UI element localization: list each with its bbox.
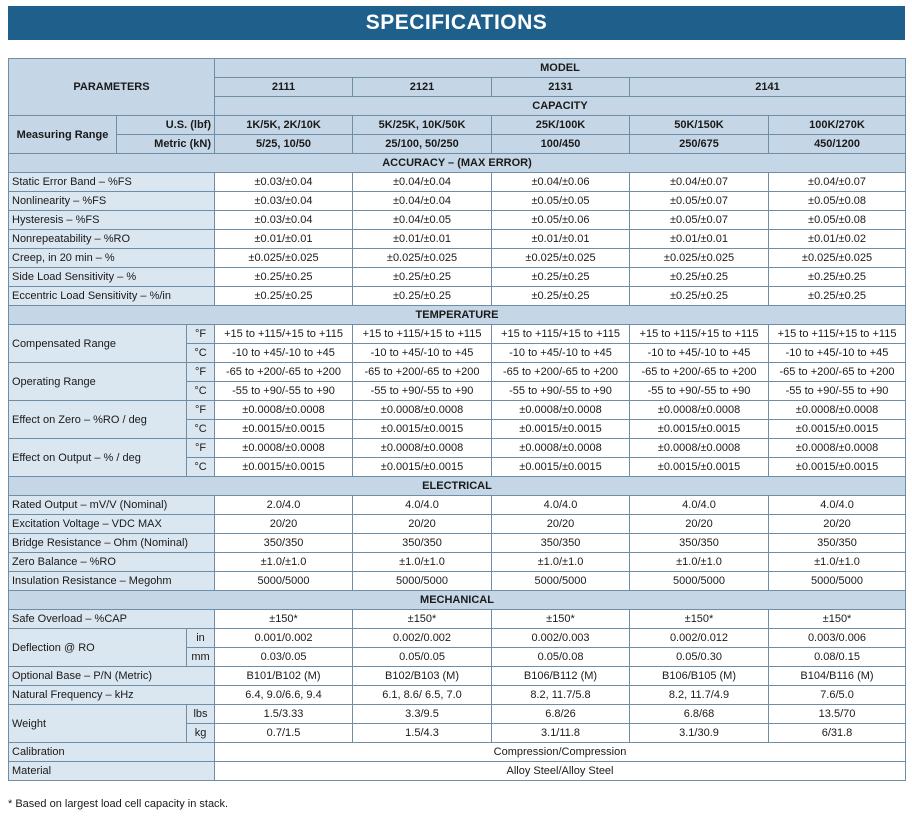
value-cell: ±0.0008/±0.0008 <box>769 439 906 458</box>
value-cell: -55 to +90/-55 to +90 <box>353 382 492 401</box>
electrical-section-title: ELECTRICAL <box>9 477 906 496</box>
model-2141: 2141 <box>630 78 906 97</box>
parameter-label: Safe Overload – %CAP <box>9 610 215 629</box>
value-cell: ±0.0008/±0.0008 <box>492 401 630 420</box>
model-2121: 2121 <box>353 78 492 97</box>
temperature-row <box>9 401 906 420</box>
value-cell: 350/350 <box>630 534 769 553</box>
value-cell: 6.1, 8.6/ 6.5, 7.0 <box>353 686 492 705</box>
electrical-section <box>9 477 906 496</box>
value-cell: ±0.04/±0.06 <box>492 173 630 192</box>
parameter-label: Natural Frequency – kHz <box>9 686 215 705</box>
parameter-label: Nonrepeatability – %RO <box>9 230 215 249</box>
value-cell: 13.5/70 <box>769 705 906 724</box>
specifications-table <box>8 58 906 781</box>
value-cell: 3.1/11.8 <box>492 724 630 743</box>
value-cell: ±0.0015/±0.0015 <box>215 458 353 477</box>
value-cell: 0.05/0.08 <box>492 648 630 667</box>
capacity-header: CAPACITY <box>215 97 906 116</box>
value-cell: ±0.25/±0.25 <box>492 287 630 306</box>
value-cell: ±150* <box>492 610 630 629</box>
value-cell: ±1.0/±1.0 <box>215 553 353 572</box>
parameter-label: Material <box>9 762 215 781</box>
model-header: MODEL <box>215 59 906 78</box>
electrical-row <box>9 496 906 515</box>
accuracy-row <box>9 249 906 268</box>
value-cell: 350/350 <box>353 534 492 553</box>
value-cell: ±0.05/±0.07 <box>630 192 769 211</box>
value-cell: ±0.025/±0.025 <box>215 249 353 268</box>
value-cell: ±0.04/±0.07 <box>630 173 769 192</box>
value-cell: 5000/5000 <box>630 572 769 591</box>
value-cell: ±0.025/±0.025 <box>630 249 769 268</box>
value-cell: ±0.04/±0.04 <box>353 173 492 192</box>
value-cell: -10 to +45/-10 to +45 <box>492 344 630 363</box>
value-cell: ±0.01/±0.01 <box>630 230 769 249</box>
parameter-label: Weight <box>9 705 187 743</box>
parameter-label: Effect on Output – % / deg <box>9 439 187 477</box>
parameter-label: Effect on Zero – %RO / deg <box>9 401 187 439</box>
unit-label: °C <box>187 420 215 439</box>
value-cell: ±0.01/±0.01 <box>492 230 630 249</box>
value-cell: ±0.25/±0.25 <box>215 268 353 287</box>
unit-label: °F <box>187 325 215 344</box>
parameter-label: Eccentric Load Sensitivity – %/in <box>9 287 215 306</box>
mechanical-section <box>9 591 906 610</box>
accuracy-section <box>9 154 906 173</box>
unit-label: kg <box>187 724 215 743</box>
value-cell: ±150* <box>353 610 492 629</box>
value-cell: B106/B105 (M) <box>630 667 769 686</box>
parameter-label: Side Load Sensitivity – % <box>9 268 215 287</box>
value-cell: ±0.25/±0.25 <box>353 287 492 306</box>
unit-label: in <box>187 629 215 648</box>
value-cell: -10 to +45/-10 to +45 <box>769 344 906 363</box>
value-cell: 6.8/68 <box>630 705 769 724</box>
value-cell: 20/20 <box>215 515 353 534</box>
accuracy-row <box>9 173 906 192</box>
value-cell: 0.002/0.003 <box>492 629 630 648</box>
value-cell: 1.5/4.3 <box>353 724 492 743</box>
footnote: * Based on largest load cell capacity in stack. <box>8 798 229 810</box>
value-cell: -65 to +200/-65 to +200 <box>215 363 353 382</box>
capacity-us-cell: 100K/270K <box>769 116 906 135</box>
value-cell: -55 to +90/-55 to +90 <box>769 382 906 401</box>
value-cell: -55 to +90/-55 to +90 <box>630 382 769 401</box>
value-cell: 0.7/1.5 <box>215 724 353 743</box>
parameter-label: Creep, in 20 min – % <box>9 249 215 268</box>
value-cell: +15 to +115/+15 to +115 <box>215 325 353 344</box>
capacity-metric-cell: 5/25, 10/50 <box>215 135 353 154</box>
value-cell: 6.8/26 <box>492 705 630 724</box>
value-cell: ±150* <box>769 610 906 629</box>
accuracy-row <box>9 230 906 249</box>
value-cell: ±0.05/±0.05 <box>492 192 630 211</box>
value-cell: ±0.01/±0.01 <box>215 230 353 249</box>
value-cell: ±0.025/±0.025 <box>492 249 630 268</box>
value-cell: B101/B102 (M) <box>215 667 353 686</box>
value-cell: 0.08/0.15 <box>769 648 906 667</box>
value-cell: 0.003/0.006 <box>769 629 906 648</box>
value-cell: ±0.0015/±0.0015 <box>769 458 906 477</box>
value-cell: ±0.0015/±0.0015 <box>353 420 492 439</box>
value-cell: -65 to +200/-65 to +200 <box>630 363 769 382</box>
accuracy-row <box>9 211 906 230</box>
electrical-row <box>9 572 906 591</box>
accuracy-row <box>9 192 906 211</box>
parameters-header: PARAMETERS <box>9 59 215 116</box>
value-cell: ±0.25/±0.25 <box>215 287 353 306</box>
unit-label: °F <box>187 363 215 382</box>
value-cell: +15 to +115/+15 to +115 <box>630 325 769 344</box>
value-cell: 7.6/5.0 <box>769 686 906 705</box>
parameter-label: Calibration <box>9 743 215 762</box>
value-cell: 20/20 <box>769 515 906 534</box>
value-cell: B106/B112 (M) <box>492 667 630 686</box>
value-cell: B102/B103 (M) <box>353 667 492 686</box>
value-cell: 6.4, 9.0/6.6, 9.4 <box>215 686 353 705</box>
value-cell: ±0.0015/±0.0015 <box>769 420 906 439</box>
value-cell: ±0.05/±0.08 <box>769 192 906 211</box>
electrical-row <box>9 515 906 534</box>
electrical-row <box>9 534 906 553</box>
value-cell: ±0.0008/±0.0008 <box>630 439 769 458</box>
capacity-row-metric <box>9 135 906 154</box>
capacity-metric-cell: 250/675 <box>630 135 769 154</box>
accuracy-row <box>9 287 906 306</box>
value-cell: 5000/5000 <box>769 572 906 591</box>
mechanical-row <box>9 705 906 724</box>
model-2131: 2131 <box>492 78 630 97</box>
page-title: SPECIFICATIONS <box>8 6 905 40</box>
value-cell: 0.03/0.05 <box>215 648 353 667</box>
value-cell: ±0.03/±0.04 <box>215 173 353 192</box>
value-cell: ±0.04/±0.04 <box>353 192 492 211</box>
value-cell: ±1.0/±1.0 <box>630 553 769 572</box>
capacity-us-cell: 1K/5K, 2K/10K <box>215 116 353 135</box>
value-cell: 350/350 <box>769 534 906 553</box>
value-cell: ±0.03/±0.04 <box>215 192 353 211</box>
parameter-label: Nonlinearity – %FS <box>9 192 215 211</box>
parameter-label: Operating Range <box>9 363 187 401</box>
value-cell: ±0.25/±0.25 <box>492 268 630 287</box>
value-cell: 0.05/0.05 <box>353 648 492 667</box>
capacity-metric-cell: 25/100, 50/250 <box>353 135 492 154</box>
measuring-range-label: Measuring Range <box>9 116 117 154</box>
value-cell: ±0.025/±0.025 <box>769 249 906 268</box>
parameter-label: Insulation Resistance – Megohm <box>9 572 215 591</box>
value-cell: ±0.0008/±0.0008 <box>215 401 353 420</box>
parameter-label: Bridge Resistance – Ohm (Nominal) <box>9 534 215 553</box>
value-cell: ±0.0015/±0.0015 <box>492 458 630 477</box>
value-cell: ±150* <box>215 610 353 629</box>
temperature-row <box>9 325 906 344</box>
temperature-section-title: TEMPERATURE <box>9 306 906 325</box>
capacity-metric-cell: 100/450 <box>492 135 630 154</box>
value-cell: ±0.0008/±0.0008 <box>630 401 769 420</box>
temperature-row <box>9 363 906 382</box>
mechanical-row <box>9 610 906 629</box>
accuracy-section-title: ACCURACY – (MAX ERROR) <box>9 154 906 173</box>
value-cell: 6/31.8 <box>769 724 906 743</box>
value-cell: ±0.0008/±0.0008 <box>215 439 353 458</box>
value-cell: Compression/Compression <box>215 743 906 762</box>
value-cell: ±0.05/±0.07 <box>630 211 769 230</box>
value-cell: 1.5/3.33 <box>215 705 353 724</box>
metric-unit-label: Metric (kN) <box>117 135 215 154</box>
value-cell: 3.3/9.5 <box>353 705 492 724</box>
value-cell: 3.1/30.9 <box>630 724 769 743</box>
value-cell: ±0.04/±0.05 <box>353 211 492 230</box>
mechanical-row <box>9 762 906 781</box>
us-unit-label: U.S. (lbf) <box>117 116 215 135</box>
mechanical-row <box>9 629 906 648</box>
value-cell: ±0.25/±0.25 <box>630 268 769 287</box>
value-cell: 0.002/0.012 <box>630 629 769 648</box>
value-cell: ±0.0015/±0.0015 <box>353 458 492 477</box>
parameter-label: Static Error Band – %FS <box>9 173 215 192</box>
value-cell: ±1.0/±1.0 <box>353 553 492 572</box>
value-cell: 8.2, 11.7/5.8 <box>492 686 630 705</box>
parameter-label: Optional Base – P/N (Metric) <box>9 667 215 686</box>
value-cell: ±1.0/±1.0 <box>769 553 906 572</box>
value-cell: -10 to +45/-10 to +45 <box>353 344 492 363</box>
value-cell: 4.0/4.0 <box>630 496 769 515</box>
header-row-model <box>9 59 906 78</box>
value-cell: ±0.0008/±0.0008 <box>353 401 492 420</box>
capacity-us-cell: 25K/100K <box>492 116 630 135</box>
parameter-label: Hysteresis – %FS <box>9 211 215 230</box>
value-cell: -55 to +90/-55 to +90 <box>215 382 353 401</box>
value-cell: ±0.25/±0.25 <box>630 287 769 306</box>
parameter-label: Compensated Range <box>9 325 187 363</box>
parameter-label: Deflection @ RO <box>9 629 187 667</box>
value-cell: ±0.05/±0.08 <box>769 211 906 230</box>
value-cell: 350/350 <box>492 534 630 553</box>
accuracy-row <box>9 268 906 287</box>
value-cell: +15 to +115/+15 to +115 <box>769 325 906 344</box>
mechanical-row <box>9 743 906 762</box>
value-cell: 5000/5000 <box>492 572 630 591</box>
value-cell: ±0.01/±0.02 <box>769 230 906 249</box>
value-cell: -65 to +200/-65 to +200 <box>492 363 630 382</box>
unit-label: °F <box>187 401 215 420</box>
value-cell: ±0.03/±0.04 <box>215 211 353 230</box>
value-cell: ±0.0015/±0.0015 <box>215 420 353 439</box>
value-cell: -65 to +200/-65 to +200 <box>769 363 906 382</box>
value-cell: 5000/5000 <box>215 572 353 591</box>
capacity-metric-cell: 450/1200 <box>769 135 906 154</box>
parameter-label: Excitation Voltage – VDC MAX <box>9 515 215 534</box>
value-cell: 20/20 <box>353 515 492 534</box>
unit-label: °F <box>187 439 215 458</box>
value-cell: +15 to +115/+15 to +115 <box>492 325 630 344</box>
value-cell: ±0.0008/±0.0008 <box>769 401 906 420</box>
value-cell: 4.0/4.0 <box>353 496 492 515</box>
model-2111: 2111 <box>215 78 353 97</box>
capacity-row-us <box>9 116 906 135</box>
capacity-us-cell: 50K/150K <box>630 116 769 135</box>
value-cell: B104/B116 (M) <box>769 667 906 686</box>
temperature-row <box>9 439 906 458</box>
value-cell: -65 to +200/-65 to +200 <box>353 363 492 382</box>
value-cell: 5000/5000 <box>353 572 492 591</box>
mechanical-row <box>9 686 906 705</box>
value-cell: ±0.04/±0.07 <box>769 173 906 192</box>
value-cell: ±0.0015/±0.0015 <box>630 420 769 439</box>
parameter-label: Rated Output – mV/V (Nominal) <box>9 496 215 515</box>
value-cell: -10 to +45/-10 to +45 <box>215 344 353 363</box>
value-cell: 0.05/0.30 <box>630 648 769 667</box>
value-cell: ±1.0/±1.0 <box>492 553 630 572</box>
value-cell: ±0.0008/±0.0008 <box>492 439 630 458</box>
capacity-us-cell: 5K/25K, 10K/50K <box>353 116 492 135</box>
value-cell: 2.0/4.0 <box>215 496 353 515</box>
value-cell: ±0.25/±0.25 <box>769 268 906 287</box>
mechanical-row <box>9 667 906 686</box>
value-cell: +15 to +115/+15 to +115 <box>353 325 492 344</box>
value-cell: ±150* <box>630 610 769 629</box>
unit-label: mm <box>187 648 215 667</box>
value-cell: Alloy Steel/Alloy Steel <box>215 762 906 781</box>
unit-label: lbs <box>187 705 215 724</box>
value-cell: 4.0/4.0 <box>492 496 630 515</box>
value-cell: ±0.025/±0.025 <box>353 249 492 268</box>
value-cell: ±0.05/±0.06 <box>492 211 630 230</box>
value-cell: 350/350 <box>215 534 353 553</box>
value-cell: ±0.0015/±0.0015 <box>492 420 630 439</box>
mechanical-section-title: MECHANICAL <box>9 591 906 610</box>
value-cell: -10 to +45/-10 to +45 <box>630 344 769 363</box>
value-cell: 20/20 <box>492 515 630 534</box>
value-cell: -55 to +90/-55 to +90 <box>492 382 630 401</box>
value-cell: 4.0/4.0 <box>769 496 906 515</box>
unit-label: °C <box>187 344 215 363</box>
value-cell: ±0.25/±0.25 <box>769 287 906 306</box>
electrical-row <box>9 553 906 572</box>
unit-label: °C <box>187 382 215 401</box>
value-cell: ±0.0015/±0.0015 <box>630 458 769 477</box>
value-cell: 20/20 <box>630 515 769 534</box>
value-cell: ±0.01/±0.01 <box>353 230 492 249</box>
parameter-label: Zero Balance – %RO <box>9 553 215 572</box>
unit-label: °C <box>187 458 215 477</box>
value-cell: 0.001/0.002 <box>215 629 353 648</box>
value-cell: ±0.25/±0.25 <box>353 268 492 287</box>
value-cell: 8.2, 11.7/4.9 <box>630 686 769 705</box>
value-cell: 0.002/0.002 <box>353 629 492 648</box>
temperature-section <box>9 306 906 325</box>
value-cell: ±0.0008/±0.0008 <box>353 439 492 458</box>
